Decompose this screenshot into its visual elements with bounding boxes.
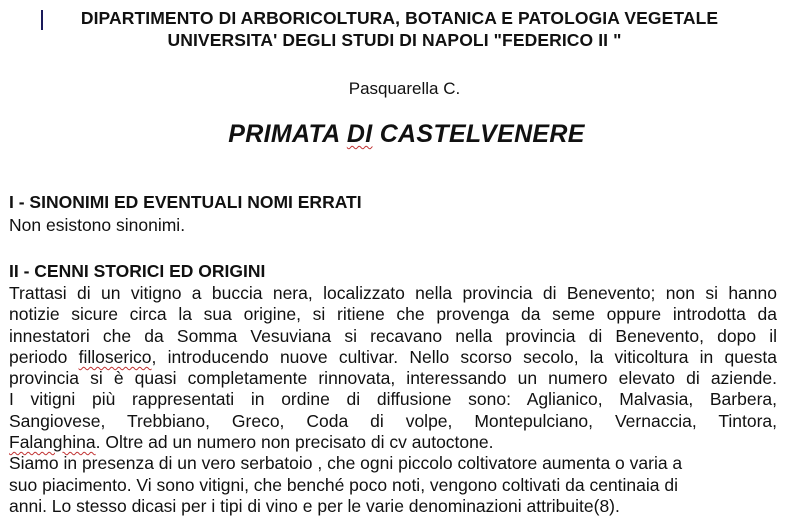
paragraph-line (9, 432, 777, 453)
paragraph-line (9, 347, 777, 368)
section-heading-history: II - CENNI STORICI ED ORIGINI (9, 261, 266, 281)
line-text: periodo (9, 346, 79, 367)
paragraph-line: Sangiovese, Trebbiano, Greco, Coda di volpe, Montepulciano, Vernaccia, Tintora, (9, 410, 777, 431)
document-title (0, 120, 785, 149)
title-part-3: CASTELVENERE (372, 120, 585, 148)
title-part-1: PRIMATA (228, 120, 347, 148)
department-header: DIPARTIMENTO DI ARBORICOLTURA, BOTANICA E PATOLOGIA VEGETALE (80, 8, 719, 28)
paragraph-line: Trattasi di un vitigno a buccia nera, localizzato nella provincia di Benevento; non si hanno (9, 283, 777, 303)
paragraph-line: provincia si è quasi completamente rinnovata, interessando un numero elevato di aziende. (9, 368, 777, 389)
paragraph-line: notizie sicure circa la sua origine, si ritiene che provenga da seme oppure introdotta da (9, 304, 777, 325)
paragraph-line: I vitigni più rappresentati in ordine di diffusione sono: Aglianico, Malvasia, Barbera, (9, 389, 777, 410)
paragraph-line: anni. Lo stesso dicasi per i tipi di vino e per le varie denominazioni attribuite(8). (9, 495, 620, 516)
line-text: . Oltre ad un numero non precisato di cv autoctone. (95, 432, 494, 453)
paragraph-line: innestatori che da Somma Vesuviana si recavano nella provincia di Benevento, dopo il (9, 325, 777, 346)
line-text: , introducendo nuove cultivar. Nello scorso secolo, la viticoltura in questa (151, 346, 778, 367)
title-part-2-spellcheck: DI (346, 120, 373, 148)
history-paragraph (9, 283, 777, 517)
university-header: UNIVERSITA' DEGLI STUDI DI NAPOLI "FEDERICO II " (167, 30, 622, 50)
author-name: Pasquarella C. (348, 79, 461, 98)
spellcheck-word: filloserico (78, 346, 152, 367)
spellcheck-word: Falanghina (9, 432, 96, 453)
synonyms-text: Non esistono sinonimi. (9, 215, 186, 235)
paragraph-line: Siamo in presenza di un vero serbatoio , che ogni piccolo coltivatore aumenta o varia a (9, 453, 683, 474)
section-heading-synonyms: I - SINONIMI ED EVENTUALI NOMI ERRATI (9, 192, 362, 212)
paragraph-line: suo piacimento. Vi sono vitigni, che benché poco noti, vengono coltivati da centinaia di (9, 474, 678, 495)
